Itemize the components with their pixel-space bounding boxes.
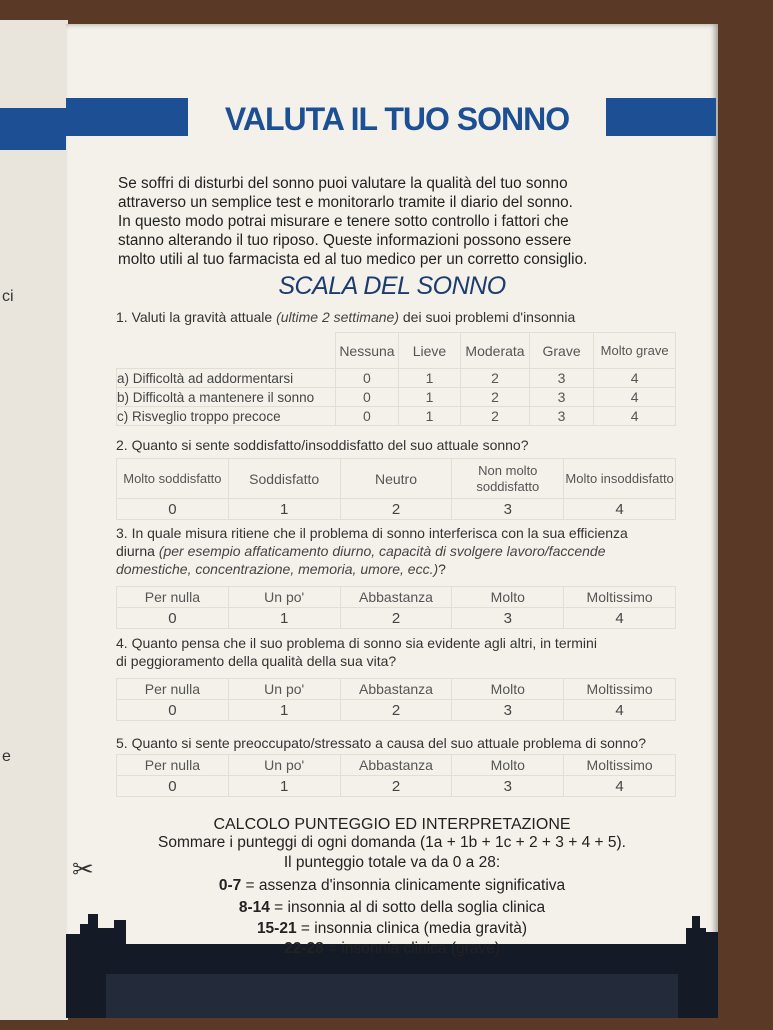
column-header: Molto grave xyxy=(594,333,676,369)
question-3 xyxy=(116,524,686,578)
score-cell: 2 xyxy=(340,776,452,797)
intro-line: Se soffri di disturbi del sonno puoi valutare la qualità del tuo sonno xyxy=(118,175,568,192)
score-cell: 2 xyxy=(461,388,530,407)
calc-range-item xyxy=(66,875,718,896)
column-header: Abbastanza xyxy=(340,679,452,700)
score-cell: 2 xyxy=(340,700,452,721)
score-cell: 1 xyxy=(398,369,460,388)
column-header: Grave xyxy=(529,333,593,369)
score-cell: 2 xyxy=(461,407,530,426)
score-cell: 3 xyxy=(452,700,564,721)
score-cell: 0 xyxy=(336,407,399,426)
column-header: Lieve xyxy=(398,333,460,369)
scale-title: SCALA DEL SONNO xyxy=(278,272,506,300)
column-header: Moderata xyxy=(461,333,530,369)
table-row xyxy=(117,700,676,721)
calc-instruction: Sommare i punteggi di ogni domanda (1a + 1b + 1c + 2 + 3 + 4 + 5). xyxy=(158,834,626,851)
score-cell: 0 xyxy=(117,608,229,629)
booklet-page xyxy=(66,24,718,1018)
column-header: Moltissimo xyxy=(564,679,676,700)
range-text: = insonnia clinica (media gravità) xyxy=(296,920,528,937)
row-label: c) Risveglio troppo precoce xyxy=(117,407,336,426)
worry-table xyxy=(116,754,676,797)
score-cell: 1 xyxy=(228,608,340,629)
score-cell: 0 xyxy=(117,499,229,520)
intro-line: molto utili al tuo farmacista ed al tuo medico per un corretto consiglio. xyxy=(118,251,588,268)
column-header: Per nulla xyxy=(117,587,229,608)
question-3-line: diurna xyxy=(116,543,159,559)
satisfaction-table xyxy=(116,458,676,520)
column-header: Molto xyxy=(452,755,564,776)
column-header: Neutro xyxy=(340,459,452,499)
column-header: Moltissimo xyxy=(564,755,676,776)
score-cell: 1 xyxy=(228,776,340,797)
question-5: 5. Quanto si sente preoccupato/stressato a causa del suo attuale problema di sonno? xyxy=(116,735,647,751)
row-label: b) Difficoltà a mantenere il sonno xyxy=(117,388,336,407)
score-cell: 4 xyxy=(594,388,676,407)
row-label: a) Difficoltà ad addormentarsi xyxy=(117,369,336,388)
visibility-table xyxy=(116,678,676,721)
score-cell: 3 xyxy=(529,388,593,407)
column-header: Molto xyxy=(452,679,564,700)
score-cell: 3 xyxy=(529,369,593,388)
question-4 xyxy=(116,634,686,670)
column-header: Non molto soddisfatto xyxy=(452,459,564,499)
question-4-line: di peggioramento della qualità della sua vita? xyxy=(116,653,397,669)
question-1-text: 1. Valuti la gravità attuale xyxy=(116,309,277,325)
column-header: Soddisfatto xyxy=(228,459,340,499)
column-header: Un po' xyxy=(228,679,340,700)
score-cell: 3 xyxy=(529,407,593,426)
range-value: 22-28 xyxy=(284,940,324,957)
table-row xyxy=(117,608,676,629)
question-3-italic: (per esempio affaticamento diurno, capacità di svolgere lavoro/faccende xyxy=(158,543,606,559)
empty-header-cell xyxy=(117,333,336,369)
column-header: Molto xyxy=(452,587,564,608)
calc-range-item xyxy=(66,938,718,959)
score-cell: 2 xyxy=(461,369,530,388)
scissors-icon: ✂ xyxy=(72,854,94,884)
intro-paragraph xyxy=(118,174,678,269)
column-header: Molto insoddisfatto xyxy=(564,459,676,499)
score-cell: 1 xyxy=(228,499,340,520)
left-page-fragment: ci xyxy=(2,288,14,305)
calc-range-intro: Il punteggio totale va da 0 a 28: xyxy=(283,854,501,871)
intro-line: attraverso un semplice test e monitorarlo tramite il diario del sonno. xyxy=(118,194,573,211)
range-value: 0-7 xyxy=(218,877,242,894)
question-3-italic: domestiche, concentrazione, memoria, umore, ecc.) xyxy=(116,561,439,577)
column-header: Molto soddisfatto xyxy=(117,459,229,499)
calc-range-item xyxy=(66,897,718,918)
score-cell: 4 xyxy=(564,499,676,520)
score-cell: 3 xyxy=(452,776,564,797)
score-cell: 2 xyxy=(340,499,452,520)
score-cell: 3 xyxy=(452,499,564,520)
range-text: = insonnia clinica (grave) xyxy=(323,940,500,957)
calc-range-item xyxy=(66,918,718,939)
score-cell: 0 xyxy=(336,388,399,407)
interference-table xyxy=(116,586,676,629)
score-cell: 4 xyxy=(564,608,676,629)
score-cell: 3 xyxy=(452,608,564,629)
intro-line: In questo modo potrai misurare e tenere sotto controllo i fattori che xyxy=(118,213,569,230)
left-page-edge xyxy=(0,20,68,1020)
range-text: = assenza d'insonnia clinicamente significativa xyxy=(241,877,566,894)
score-cell: 0 xyxy=(117,700,229,721)
column-header: Moltissimo xyxy=(564,587,676,608)
column-header: Un po' xyxy=(228,755,340,776)
question-1-suffix: dei suoi problemi d'insonnia xyxy=(399,309,576,325)
score-cell: 4 xyxy=(564,700,676,721)
page-title: VALUTA IL TUO SONNO xyxy=(188,94,606,142)
score-cell: 4 xyxy=(594,407,676,426)
score-cell: 4 xyxy=(594,369,676,388)
intro-line: stanno alterando il tuo riposo. Queste informazioni possono essere xyxy=(118,232,572,249)
question-2: 2. Quanto si sente soddisfatto/insoddisfatto del suo attuale sonno? xyxy=(116,437,529,453)
score-cell: 1 xyxy=(228,700,340,721)
score-cell: 4 xyxy=(564,776,676,797)
question-1 xyxy=(116,308,686,326)
range-value: 8-14 xyxy=(238,899,270,916)
calc-title: CALCOLO PUNTEGGIO ED INTERPRETAZIONE xyxy=(213,816,571,833)
column-header: Abbastanza xyxy=(340,755,452,776)
column-header: Abbastanza xyxy=(340,587,452,608)
table-row xyxy=(117,776,676,797)
table-row xyxy=(117,388,676,407)
table-row xyxy=(117,369,676,388)
range-value: 15-21 xyxy=(256,920,297,937)
column-header: Per nulla xyxy=(117,679,229,700)
table-row xyxy=(117,407,676,426)
table-row xyxy=(117,499,676,520)
question-4-line: 4. Quanto pensa che il suo problema di sonno sia evidente agli altri, in termini xyxy=(116,635,597,651)
score-cell: 0 xyxy=(117,776,229,797)
question-1-italic: (ultime 2 settimane) xyxy=(276,309,399,325)
question-3-line: 3. In quale misura ritiene che il problema di sonno interferisca con la sua efficienza xyxy=(116,525,628,541)
score-cell: 2 xyxy=(340,608,452,629)
score-cell: 1 xyxy=(398,388,460,407)
score-cell: 1 xyxy=(398,407,460,426)
column-header: Un po' xyxy=(228,587,340,608)
column-header: Per nulla xyxy=(117,755,229,776)
column-header: Nessuna xyxy=(336,333,399,369)
score-cell: 0 xyxy=(336,369,399,388)
left-page-band xyxy=(0,108,68,150)
question-3-suffix: ? xyxy=(438,561,446,577)
severity-table xyxy=(116,332,676,426)
range-text: = insonnia al di sotto della soglia clinica xyxy=(269,899,546,916)
left-page-fragment: e xyxy=(2,748,11,765)
